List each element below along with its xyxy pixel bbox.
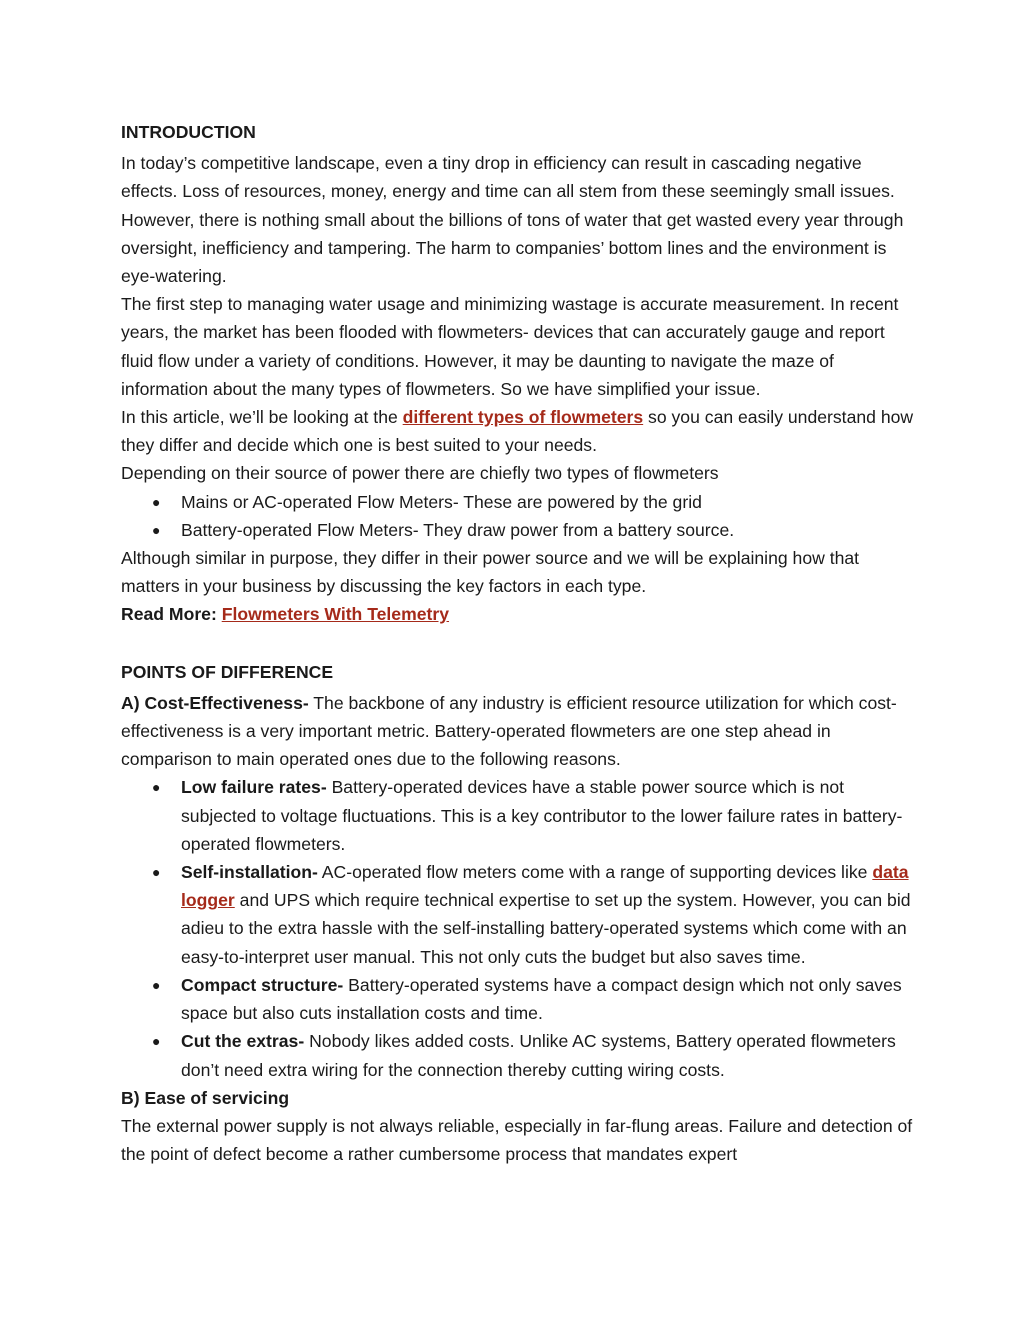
intro-paragraph-4: Depending on their source of power there are chiefly two types of flowmeters [121,463,719,484]
list-item-text: Nobody likes added costs. Unlike AC systems, Battery operated flowmeters don’t need extra wiring for the connection thereby cutting wiring costs. [181,1031,896,1080]
list-item [121,773,914,858]
list-item-text: Battery-operated systems have a compact design which not only saves space but also cuts installation costs and time. [181,974,902,1024]
list-item [121,858,914,971]
flowmeters-with-telemetry-link[interactable]: Flowmeters With Telemetry [221,604,450,625]
introduction-heading: INTRODUCTION [121,122,256,142]
intro-p3-text-after: so you can easily understand how they differ and decide which one is best suited to your needs. [121,407,914,456]
intro-paragraph-1: In today’s competitive landscape, even a tiny drop in efficiency can result in cascading negative effects. Loss of resources, money, energy and time can all stem from these seemingly small issues. However, there is nothing small about the billions of tons of water that get wasted every year through oversight, inefficiency and tampering. The harm to companies’ bottom lines and the environment is eye-watering. [121,153,904,287]
list-item-text: Battery-operated Flow Meters- They draw power from a battery source. [181,519,735,540]
different-types-of-flowmeters-link[interactable]: different types of flowmeters [402,407,644,428]
list-item-text: AC-operated flow meters come with a range of supporting devices like [317,862,873,883]
flowmeter-types-list [121,488,914,544]
ease-of-servicing-paragraph: The external power supply is not always reliable, especially in far-flung areas. Failure and detection of the point of defect become a rather cumbersome process that mandates expert [121,1115,913,1165]
bullet-icon: ● [152,976,161,993]
list-item [121,516,914,544]
bullet-icon: ● [152,1033,161,1050]
bullet-icon: ● [152,864,161,881]
ease-of-servicing-title-text: B) Ease of servicing [121,1087,290,1108]
list-item [121,971,914,1027]
bullet-icon: ● [152,493,161,510]
cost-effectiveness-paragraph [121,689,914,774]
list-item-text: Battery-operated devices have a stable power source which is not subjected to voltage fluctuations. This is a key contributor to the lower failure rates in battery-operated flowmeters. [181,777,903,854]
bullet-icon: ● [152,779,161,796]
ease-of-servicing-title [121,1084,914,1112]
cost-effectiveness-text: The backbone of any industry is efficient resource utilization for which cost-effectiveness is a very important metric. Battery-operated flowmeters are one step ahead in comparison to main operated ones due to the following reasons. [121,692,897,770]
data-logger-link[interactable]: data logger [181,862,909,911]
intro-p3-text-before: In this article, we’ll be looking at the [121,407,403,428]
list-item [121,488,914,516]
cost-reasons-list [121,773,914,1083]
cost-effectiveness-title: A) Cost-Effectiveness- [121,692,309,713]
read-more-line [121,600,914,628]
intro-paragraph-2: The first step to managing water usage and minimizing wastage is accurate measurement. In recent years, the market has been flooded with flowmeters- devices that can accurately gauge and report fluid flow under a variety of conditions. However, it may be daunting to navigate the maze of information about the many types of flowmeters. So we have simplified your issue. [121,294,899,399]
list-item-title: Cut the extras- [181,1031,305,1052]
list-item-text: Mains or AC-operated Flow Meters- These are powered by the grid [181,491,702,512]
list-item-title: Low failure rates- [181,777,327,798]
intro-paragraph-3 [121,403,914,459]
points-of-difference-heading: POINTS OF DIFFERENCE [121,661,334,682]
list-item-title: Self-installation- [181,862,318,883]
list-item [121,1027,914,1083]
read-more-label: Read More: [121,604,222,625]
bullet-icon: ● [152,521,161,538]
intro-paragraph-5: Although similar in purpose, they differ in their power source and we will be explaining how that matters in your business by discussing the key factors in each type. [121,548,860,597]
section-spacer [121,629,914,658]
list-item-text: and UPS which require technical expertise to set up the system. However, you can bid adieu to the extra hassle with the self-installing battery-operated systems which come with an easy-to-interpret user manual. This not only cuts the budget but also saves time. [181,890,911,967]
list-item-title: Compact structure- [181,974,344,995]
